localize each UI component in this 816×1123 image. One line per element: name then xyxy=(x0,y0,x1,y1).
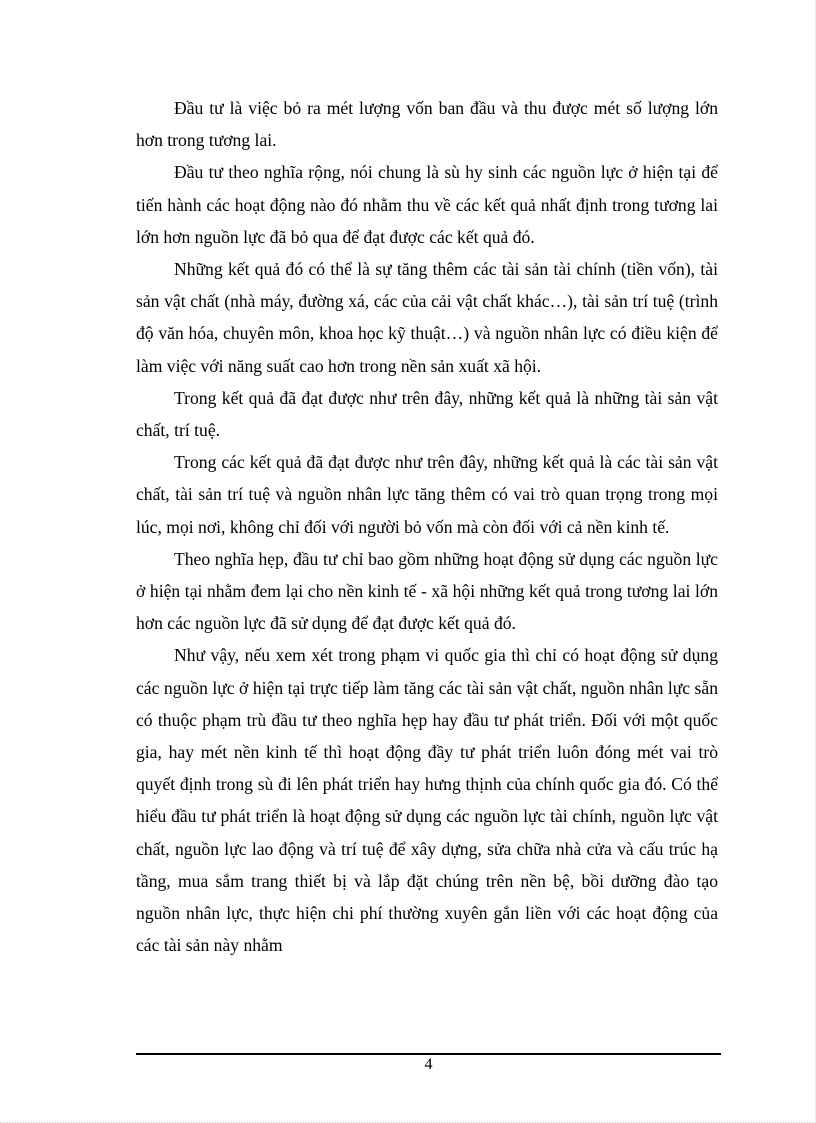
paragraph-5: Trong các kết quả đã đạt được như trên đây, những kết quả là các tài sản vật chất, tài sản trí tuệ và nguồn nhân lực tăng thêm có vai trò quan trọng trong mọi lúc, mọi nơi, không chỉ đối với người bỏ vốn mà còn đối với cả nền kinh tế. xyxy=(136,452,718,537)
paragraph-7: Như vậy, nếu xem xét trong phạm vi quốc gia thì chỉ có hoạt động sử dụng các nguồn lực ở hiện tại trực tiếp làm tăng các tài sản vật chất, nguồn nhân lực sẵn có thuộc phạm trù đầu tư theo nghĩa hẹp hay đầu tư phát triển. Đối với một quốc gia, hay mét nền kinh tế thì hoạt động đầy tư phát triển luôn đóng mét vai trò quyết định trong sù đi lên phát triển hay hưng thịnh của chính quốc gia đó. Có thể hiểu đầu tư phát triển là hoạt động sử dụng các nguồn lực tài chính, nguồn lực vật chất, nguồn lực lao động và trí tuệ để xây dựng, sửa chữa nhà cửa và cấu trúc hạ tầng, mua sắm trang thiết bị và lắp đặt chúng trên nền bệ, bồi dưỡng đào tạo nguồn nhân lực, thực hiện chi phí thường xuyên gắn liền với các hoạt động của các tài sản này nhằm xyxy=(136,645,718,956)
paragraph-1: Đầu tư là việc bỏ ra mét lượng vốn ban đầu và thu được mét số lượng lớn hơn trong tương lai. xyxy=(136,98,718,151)
paragraph-2: Đầu tư theo nghĩa rộng, nói chung là sù hy sinh các nguồn lực ở hiện tại để tiến hành các hoạt động nào đó nhằm thu về các kết quả nhất định trong tương lai lớn hơn nguồn lực đã bỏ qua để đạt được các kết quả đó. xyxy=(136,162,718,247)
paragraph-3: Những kết quả đó có thể là sự tăng thêm các tài sản tài chính (tiền vốn), tài sản vật chất (nhà máy, đường xá, các của cải vật chất khác…), tài sản trí tuệ (trình độ văn hóa, chuyên môn, khoa học kỹ thuật…) và nguồn nhân lực có điều kiện để làm việc với năng suất cao hơn trong nền sản xuất xã hội. xyxy=(136,259,718,376)
page-number: 4 xyxy=(424,1056,433,1073)
paragraph-4: Trong kết quả đã đạt được như trên đây, những kết quả là những tài sản vật chất, trí tuệ. xyxy=(136,387,718,441)
paragraph-6: Theo nghĩa hẹp, đầu tư chỉ bao gồm những hoạt động sử dụng các nguồn lực ở hiện tại nhằm đem lại cho nền kinh tế - xã hội những kết quả trong tương lai lớn hơn các nguồn lực đã sử dụng để đạt được kết quả đó. xyxy=(136,548,718,634)
body-text xyxy=(136,92,718,961)
